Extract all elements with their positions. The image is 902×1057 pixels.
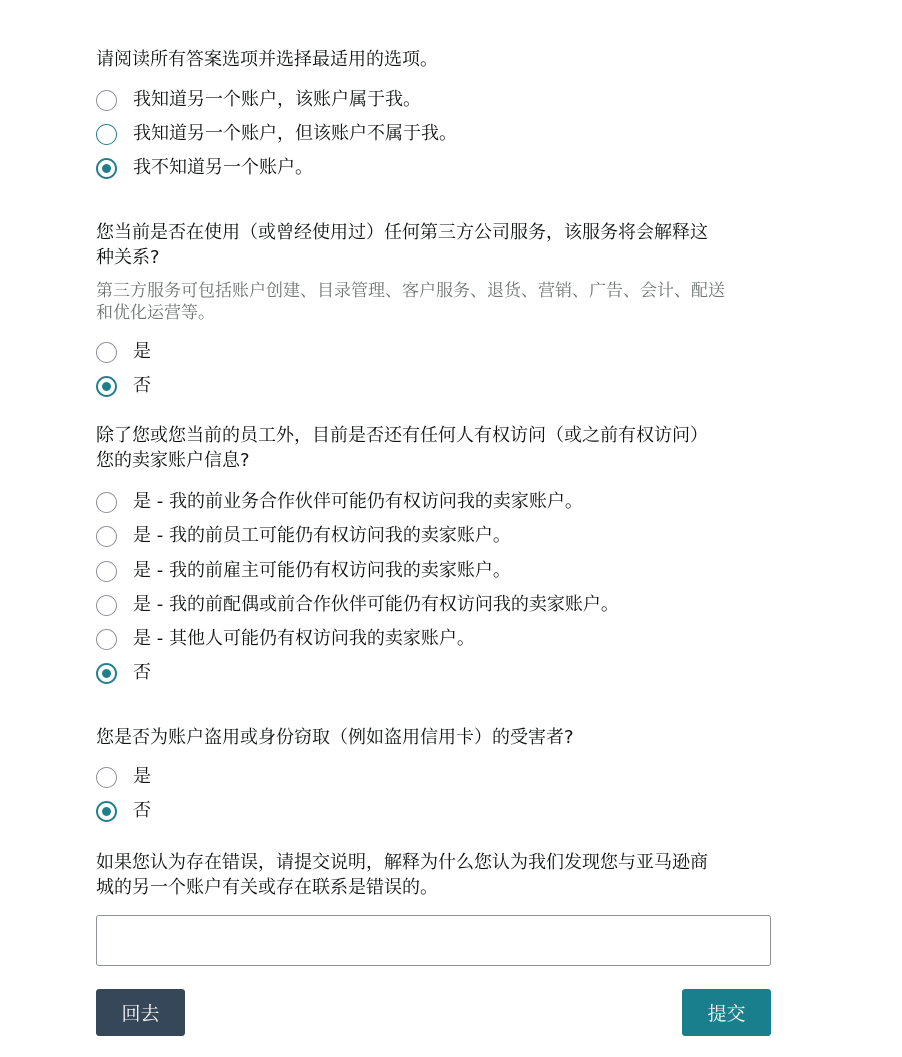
q1-option-own-account[interactable] (96, 87, 421, 113)
q1-option-label: 我知道另一个账户，但该账户不属于我。 (133, 123, 457, 144)
q1-option-label: 我不知道另一个账户。 (133, 157, 313, 178)
radio-unchecked-icon[interactable] (96, 526, 117, 547)
q1-option-unknown-account[interactable] (96, 155, 313, 181)
q3-option-label: 是 - 我的前业务合作伙伴可能仍有权访问我的卖家账户。 (133, 491, 583, 512)
q2-hint-line: 和优化运营等。 (96, 303, 215, 323)
q3-prompt (96, 423, 771, 473)
q2-option-no[interactable] (96, 373, 151, 399)
q3-prompt-line: 除了您或您当前的员工外，目前是否还有任何人有权访问（或之前有权访问） (96, 425, 708, 446)
q3-option-other-person[interactable] (96, 626, 475, 652)
q3-option-former-employer[interactable] (96, 558, 511, 584)
q2-prompt (96, 220, 771, 270)
radio-unchecked-icon[interactable] (96, 595, 117, 616)
q2-option-yes[interactable] (96, 339, 151, 365)
q4-prompt: 您是否为账户盗用或身份窃取（例如盗用信用卡）的受害者? (96, 727, 574, 748)
q2-option-label: 否 (133, 375, 151, 396)
radio-unchecked-icon[interactable] (96, 561, 117, 582)
q5-prompt-line: 城的另一个账户有关或存在联系是错误的。 (96, 877, 438, 898)
q5-prompt-line: 如果您认为存在错误，请提交说明，解释为什么您认为我们发现您与亚马逊商 (96, 852, 708, 873)
radio-checked-icon[interactable] (96, 158, 117, 179)
radio-checked-icon[interactable] (96, 663, 117, 684)
radio-unchecked-icon[interactable] (96, 342, 117, 363)
q3-option-label: 是 - 我的前雇主可能仍有权访问我的卖家账户。 (133, 560, 511, 581)
q3-option-former-partner[interactable] (96, 489, 583, 515)
q3-option-label: 是 - 我的前配偶或前合作伙伴可能仍有权访问我的卖家账户。 (133, 594, 619, 615)
q2-hint (96, 280, 771, 324)
q1-option-label: 我知道另一个账户，该账户属于我。 (133, 89, 421, 110)
radio-checked-icon[interactable] (96, 801, 117, 822)
radio-unchecked-icon[interactable] (96, 492, 117, 513)
q4-option-no[interactable] (96, 798, 151, 824)
explanation-input[interactable] (96, 915, 771, 966)
q3-option-former-employee[interactable] (96, 523, 511, 549)
radio-unchecked-icon[interactable] (96, 629, 117, 650)
q4-option-label: 是 (133, 766, 151, 787)
radio-unchecked-icon[interactable] (96, 124, 117, 145)
q3-option-no[interactable] (96, 660, 151, 686)
q4-option-label: 否 (133, 800, 151, 821)
q3-option-former-spouse[interactable] (96, 592, 619, 618)
q5-prompt (96, 850, 771, 900)
q2-prompt-line: 种关系? (96, 247, 160, 268)
q2-option-label: 是 (133, 341, 151, 362)
q2-prompt-line: 您当前是否在使用（或曾经使用过）任何第三方公司服务，该服务将会解释这 (96, 222, 708, 243)
radio-unchecked-icon[interactable] (96, 767, 117, 788)
submit-button[interactable]: 提交 (682, 989, 771, 1036)
radio-unchecked-icon[interactable] (96, 90, 117, 111)
q3-prompt-line: 您的卖家账户信息? (96, 450, 250, 471)
radio-checked-icon[interactable] (96, 376, 117, 397)
q4-option-yes[interactable] (96, 764, 151, 790)
q3-option-label: 是 - 我的前员工可能仍有权访问我的卖家账户。 (133, 525, 511, 546)
q1-option-not-own-account[interactable] (96, 121, 457, 147)
q1-prompt: 请阅读所有答案选项并选择最适用的选项。 (96, 49, 438, 70)
q3-option-label: 否 (133, 662, 151, 683)
q2-hint-line: 第三方服务可包括账户创建、目录管理、客户服务、退货、营销、广告、会计、配送 (96, 281, 725, 301)
back-button[interactable]: 回去 (96, 989, 185, 1036)
q3-option-label: 是 - 其他人可能仍有权访问我的卖家账户。 (133, 628, 475, 649)
